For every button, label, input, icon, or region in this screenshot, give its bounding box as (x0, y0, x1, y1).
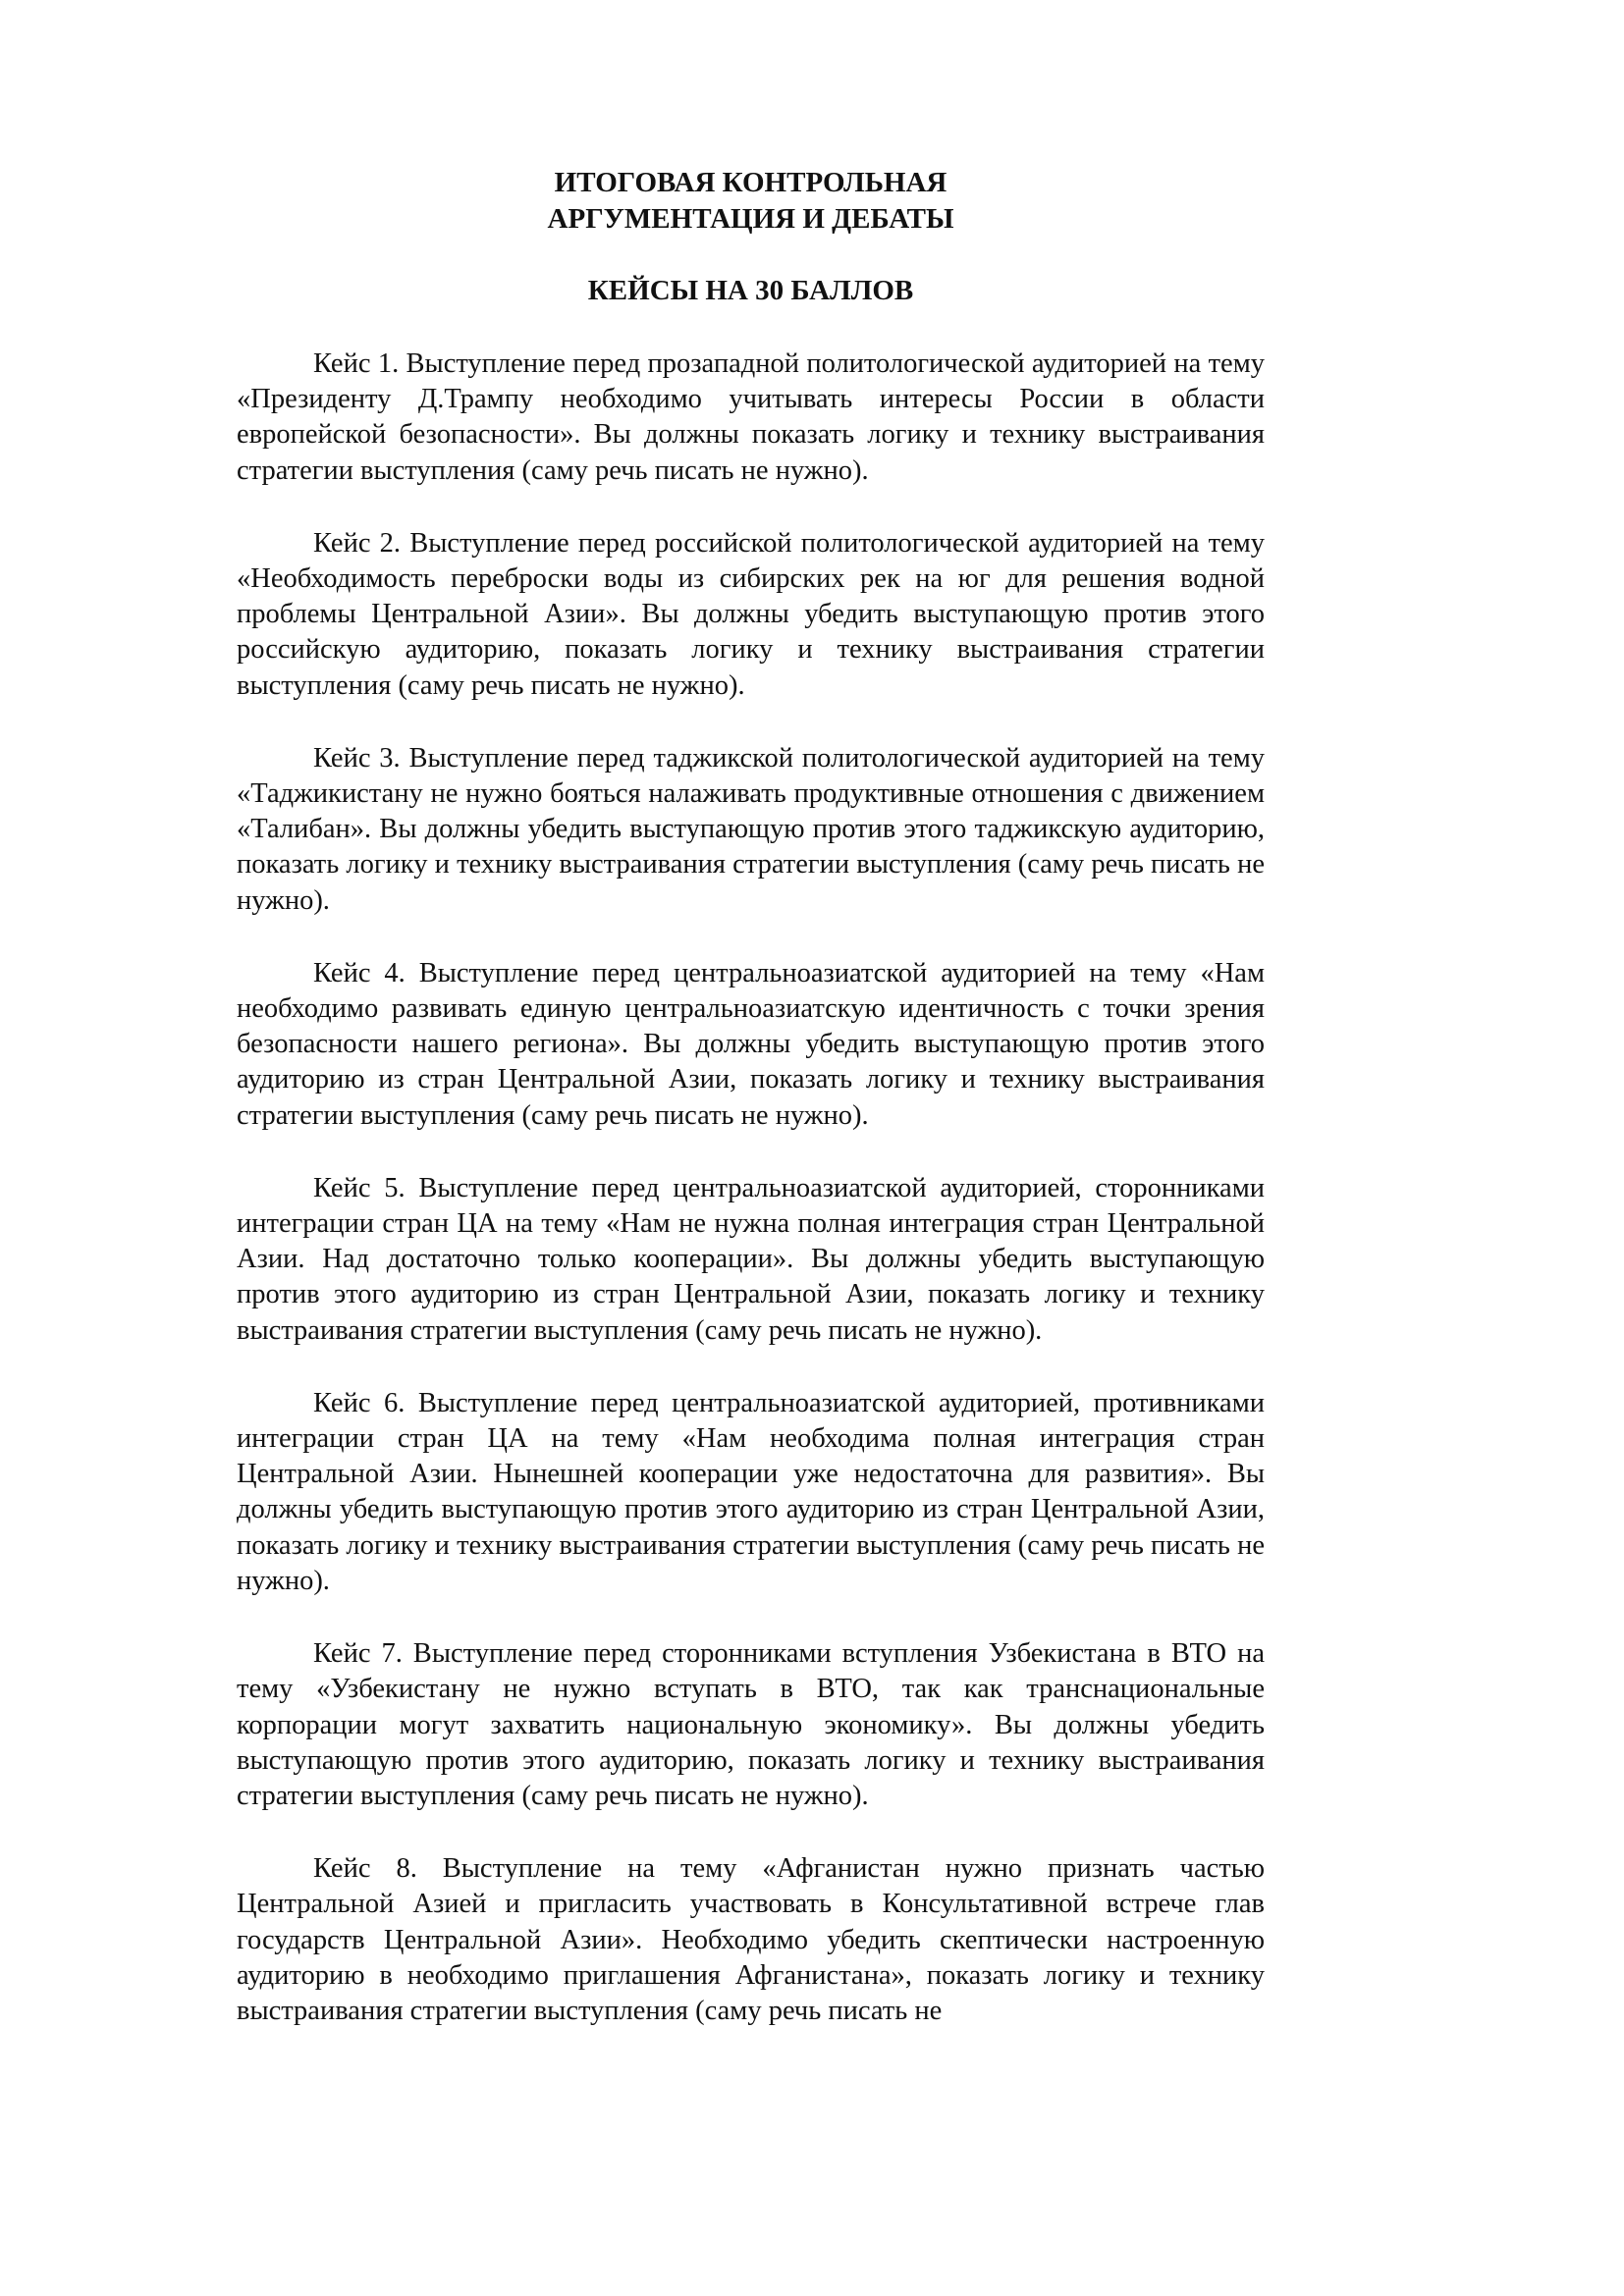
title-line-2: АРГУМЕНТАЦИЯ И ДЕБАТЫ (547, 203, 954, 235)
case-3: Кейс 3. Выступление перед таджикской политологической аудиторией на тему «Таджикистану не нужно бояться налаживать продуктивные отношения с движением «Талибан». Вы должны убедить выступающую против этого таджикскую аудиторию, показать логику и технику выстраивания стратегии выступления (саму речь писать не нужно). (237, 742, 1265, 916)
case-4: Кейс 4. Выступление перед центральноазиатской аудиторией на тему «Нам необходимо развивать единую центральноазиатскую идентичность с точки зрения безопасности нашего региона». Вы должны убедить выступающую против этого аудиторию из стран Центральной Азии, показать логику и технику выстраивания стратегии выступления (саму речь писать не нужно). (237, 957, 1265, 1131)
case-6: Кейс 6. Выступление перед центральноазиатской аудиторией, противниками интеграции стран ЦА на тему «Нам необходима полная интеграция стран Центральной Азии. Нынешней кооперации уже недостаточна для развития». Вы должны убедить выступающую против этого аудиторию из стран Центральной Азии, показать логику и технику выстраивания стратегии выступления (саму речь писать не нужно). (237, 1387, 1265, 1596)
document-subtitle: КЕЙСЫ НА 30 БАЛЛОВ (587, 275, 914, 306)
case-list (237, 347, 1265, 2029)
document-title (237, 165, 1265, 238)
document-content (237, 165, 1265, 2066)
case-5: Кейс 5. Выступление перед центральноазиатской аудиторией, сторонниками интеграции стран ЦА на тему «Нам не нужна полная интеграция стран Центральной Азии. Над достаточно только кооперации». Вы должны убедить выступающую против этого аудиторию из стран Центральной Азии, показать логику и технику выстраивания стратегии выступления (саму речь писать не нужно). (237, 1172, 1265, 1346)
case-1: Кейс 1. Выступление перед прозападной политологической аудиторией на тему «Президенту Д.Трампу необходимо учитывать интересы России в области европейской безопасности». Вы должны показать логику и технику выстраивания стратегии выступления (саму речь писать не нужно). (237, 348, 1265, 486)
case-7: Кейс 7. Выступление перед сторонниками вступления Узбекистана в ВТО на тему «Узбекистану не нужно вступать в ВТО, так как транснациональные корпорации могут захватить национальную экономику». Вы должны убедить выступающую против этого аудиторию, показать логику и технику выстраивания стратегии выступления (саму речь писать не нужно). (237, 1638, 1265, 1811)
case-8: Кейс 8. Выступление на тему «Афганистан нужно признать частью Центральной Азией и пригласить участвовать в Консультативной встрече глав государств Центральной Азии». Необходимо убедить скептически настроенную аудиторию в необходимо приглашения Афганистана», показать логику и технику выстраивания стратегии выступления (саму речь писать не (237, 1853, 1265, 2026)
title-line-1: ИТОГОВАЯ КОНТРОЛЬНАЯ (554, 167, 947, 198)
case-2: Кейс 2. Выступление перед российской политологической аудиторией на тему «Необходимость переброски воды из сибирских рек на юг для решения водной проблемы Центральной Азии». Вы должны убедить выступающую против этого российскую аудиторию, показать логику и технику выстраивания стратегии выступления (саму речь писать не нужно). (237, 527, 1265, 701)
